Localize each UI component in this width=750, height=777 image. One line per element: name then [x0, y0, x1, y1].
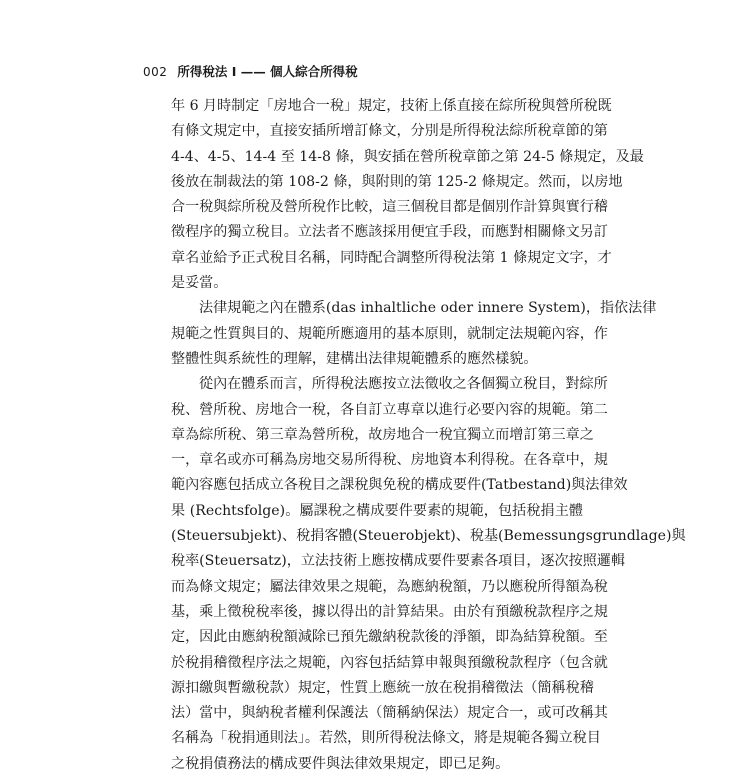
- text-line: 年 6 月時制定「房地合一稅」規定，技術上係直接在綜所稅與營所稅既: [171, 98, 612, 114]
- body-text: [171, 94, 686, 777]
- text-line: 而為條文規定；屬法律效果之規範，為應納稅額，乃以應稅所得額為稅: [171, 578, 608, 595]
- text-line: 稅率(Steuersatz)，立法技術上應按構成要件要素各項目，逐次按照邏輯: [171, 553, 625, 570]
- text-line: 有條文規定中，直接安插所增訂條文，分別是所得稅法綜所稅章節的第: [171, 123, 608, 140]
- text-line: 一，章名或亦可稱為房地交易所得稅、房地資本利得稅。在各章中，規: [171, 452, 608, 469]
- text-line: 法律規範之內在體系(das inhaltliche oder innere System)，指依法律: [199, 300, 657, 317]
- paragraph: [171, 372, 686, 777]
- text-line: 4-4、4-5、14-4 至 14-8 條，與安插在營所稅章節之第 24-5 條規定，及最: [171, 148, 644, 165]
- chapter-title: 所得稅法 I —— 個人綜合所得稅: [177, 64, 358, 79]
- paragraph: [171, 94, 644, 296]
- text-line: 果 (Rechtsfolge)。屬課稅之構成要件要素的規範，包括稅捐主體: [171, 502, 583, 519]
- text-line: 稅、營所稅、房地合一稅，各自訂立專章以進行必要內容的規範。第二: [171, 401, 608, 418]
- running-head: [143, 61, 603, 83]
- text-line: 章為綜所稅、第三章為營所稅，故房地合一稅宜獨立而增訂第三章之: [171, 426, 594, 443]
- text-line: 合一稅與綜所稅及營所稅作比較，這三個稅目都是個別作計算與實行稽: [171, 199, 608, 216]
- text-line: 章名並給予正式稅目名稱，同時配合調整所得稅法第 1 條規定文字，才: [171, 249, 612, 266]
- page-number: 002: [143, 65, 168, 79]
- paragraph: [171, 296, 657, 372]
- text-line: (Steuersubjekt)、稅捐客體(Steuerobjekt)、稅基(Bemessungsgrundlage)與: [171, 528, 686, 545]
- text-line: 後放在制裁法的第 108-2 條，與附則的第 125-2 條規定。然而，以房地: [171, 173, 623, 190]
- text-line: 範內容應包括成立各稅目之課稅與免稅的構成要件(Tatbestand)與法律效: [171, 477, 628, 494]
- text-line: 徵程序的獨立稅目。立法者不應該採用便宜手段，而應對相關條文另訂: [171, 224, 608, 241]
- text-line: 基，乘上徵稅稅率後，據以得出的計算結果。由於有預繳稅款程序之規: [171, 603, 608, 620]
- text-line: 整體性與系統性的理解，建構出法律規範體系的應然樣貌。: [171, 350, 538, 367]
- text-line: 源扣繳與暫繳稅款）規定，性質上應統一放在稅捐稽徵法（簡稱稅稽: [171, 679, 594, 696]
- text-line: 之稅捐債務法的構成要件與法律效果規定，即已足夠。: [171, 755, 510, 772]
- text-line: 定，因此由應納稅額減除已預先繳納稅款後的淨額，即為結算稅額。至: [171, 629, 608, 646]
- text-line: 名稱為「稅捐通則法」。若然，則所得稅法條文，將是規範各獨立稅目: [171, 730, 601, 747]
- text-line: 是妥當。: [171, 275, 228, 292]
- text-line: 法）當中，與納稅者權利保護法（簡稱納保法）規定合一，或可改稱其: [171, 705, 608, 722]
- text-line: 於稅捐稽徵程序法之規範，內容包括結算申報與預繳稅款程序（包含就: [171, 654, 608, 671]
- text-line: 規範之性質與目的、規範所應適用的基本原則，就制定法規範內容，作: [171, 325, 608, 342]
- text-line: 從內在體系而言，所得稅法應按立法徵收之各個獨立稅目，對綜所: [199, 376, 608, 393]
